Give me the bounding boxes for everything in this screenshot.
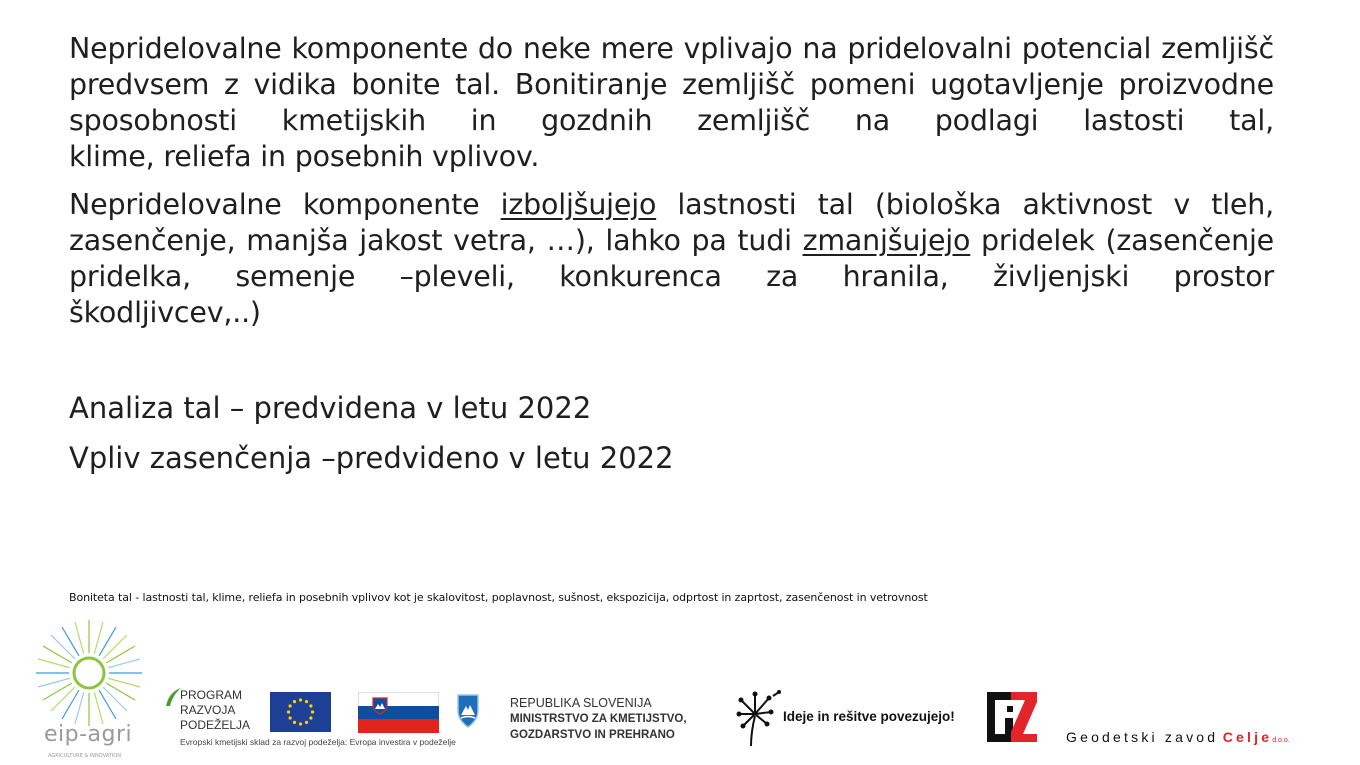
paragraph-1-line: zemljišč predvsem z vidika bonite tal. Bonitiranje zemljišč pomeni ugotavljenje <box>69 32 1275 101</box>
eip-agri-logo <box>34 618 144 764</box>
ideje-slogan: Ideje in rešitve povezujejo! <box>783 709 955 724</box>
gzc-name-a: Geodetski zavod <box>1066 729 1219 745</box>
prp-line-2: RAZVOJA <box>180 703 236 717</box>
underlined-improve: izboljšujejo <box>500 188 657 221</box>
coat-of-arms-icon <box>456 693 480 729</box>
ministry-line-3: GOZDARSTVO IN PREHRANO <box>510 729 675 741</box>
dandelion-icon <box>735 690 781 746</box>
ministry-logo <box>510 695 687 743</box>
footnote: Boniteta tal - lastnosti tal, klime, reliefa in posebnih vplivov kot je skalovitost, poplavnost, sušnost, ekspozicija, odprtost in zaprtost, zasenčenost in vetrovnost <box>69 591 928 604</box>
prp-line-1: PROGRAM <box>180 688 243 702</box>
slovenia-flag-icon <box>358 692 439 732</box>
gzc-name-b: Celje <box>1222 729 1273 745</box>
paragraph-2-text: Nepridelovalne komponente <box>69 188 501 221</box>
paragraph-1 <box>69 31 1274 175</box>
paragraph-2-text: pridelek <box>970 224 1095 257</box>
prp-caption: Evropski kmetijski sklad za razvoj podeželja: Evropa investira v podeželje <box>180 737 456 747</box>
paragraph-2-text: zasenčenje, manjša jakost vetra, …), lahko pa tudi <box>69 224 803 257</box>
eip-agri-burst-icon <box>34 618 144 728</box>
eip-agri-name: eip-agri <box>44 722 133 747</box>
gzc-name <box>1066 729 1290 747</box>
eu-flag-icon <box>270 692 331 732</box>
ideje-logo <box>735 690 970 746</box>
gzc-name-c: d.o.o. <box>1272 737 1290 744</box>
line-shading-impact: Vpliv zasenčenja –predvideno v letu 2022 <box>69 441 674 475</box>
paragraph-2-text: lastnosti tal (biološka aktivnost v tleh, <box>656 188 1274 221</box>
prp-logo <box>162 686 262 736</box>
paragraph-1-line: klime, reliefa in posebnih vplivov. <box>69 140 540 173</box>
paragraph-2 <box>69 187 1274 331</box>
ministry-line-2: MINISTRSTVO ZA KMETIJSTVO, <box>510 713 687 725</box>
paragraph-2-text: (zasenčenje pridelka, semenje –pleveli, konkurenca za hranila, življenjski prostor <box>69 224 1274 293</box>
paragraph-2-text: škodljivcev,..) <box>69 296 261 329</box>
ministry-line-1: REPUBLIKA SLOVENIJA <box>510 696 652 710</box>
paragraph-1-line: proizvodne sposobnosti kmetijskih in gozdnih zemljišč na podlagi lastosti tal, <box>69 68 1274 137</box>
underlined-reduce: zmanjšujejo <box>802 224 971 257</box>
line-soil-analysis: Analiza tal – predvidena v letu 2022 <box>69 391 592 425</box>
prp-line-3: PODEŽELJA <box>180 718 251 732</box>
gzc-logo-icon <box>983 688 1041 746</box>
eip-agri-sub: AGRICULTURE & INNOVATION <box>48 753 121 759</box>
paragraph-1-line: Nepridelovalne komponente do neke mere vplivajo na pridelovalni potencial <box>69 32 1152 65</box>
